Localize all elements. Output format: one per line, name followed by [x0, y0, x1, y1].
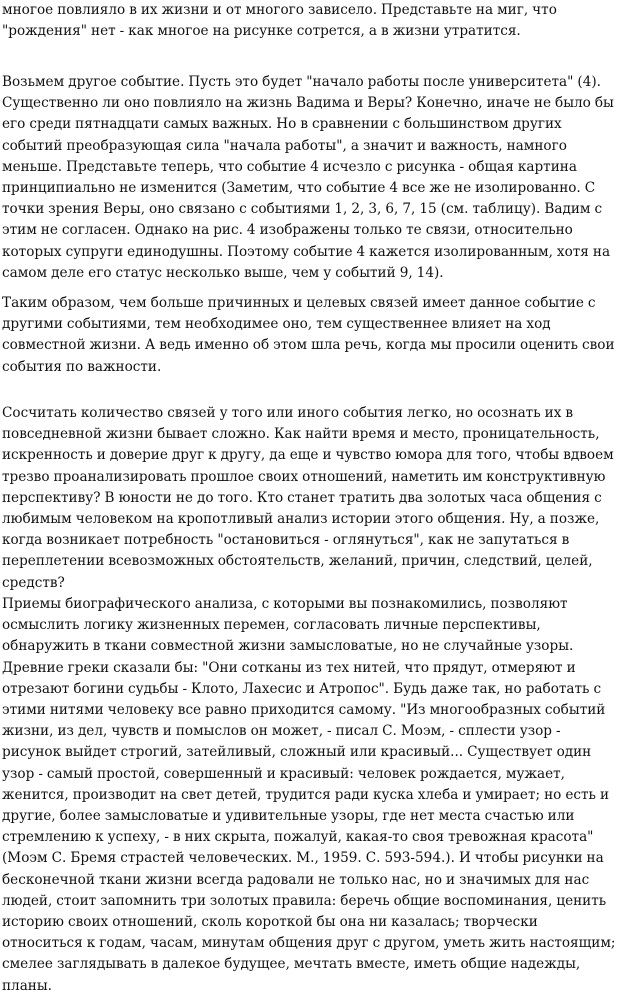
- paragraph-5: Приемы биографического анализа, с которыми вы познакомились, позволяют осмыслить логику жизненных перемен, согласовать личные перспективы, обнаружить в ткани совместной жизни замысловатые, но не случайные узоры. Древние греки сказали бы: "Они сотканы из тех нитей, что прядут, отмеряют и отрезают богини судьбы - Клото, Лахесис и Атропос". Будь даже так, но работать с этими нитями человеку все равно приходится самому. "Из многообразных событий жизни, из дел, чувств и помыслов он может, - писал С. Моэм, - сплести узор - рисунок выйдет строгий, затейливый, сложный или красивый... Существует один узор - самый простой, совершенный и красивый: человек рождается, мужает, женится, производит на свет детей, трудится ради куска хлеба и умирает; но есть и другие, более замысловатые и удивительные узоры, где нет места счастью или стремлению к успеху, - в них скрыта, пожалуй, какая-то своя тревожная красота" (Моэм С. Бремя страстей человеческих. М., 1959. С. 593-594.). И чтобы рисунки на бесконечной ткани жизни всегда радовали не только нас, но и значимых для нас людей, стоит запомнить три золотых правила: беречь общие воспоминания, ценить историю своих отношений, сколь короткой бы она ни казалась; творчески относиться к годам, часам, минутам общения друг с другом, уметь жить настоящим; смелее заглядывать в далекое будущее, мечтать вместе, иметь общие надежды, планы.: [2, 596, 616, 994]
- paragraph-3: Таким образом, чем больше причинных и целевых связей имеет данное событие с другими событиями, тем необходимее оно, тем существеннее влияет на ход совместной жизни. А ведь именно об этом шла речь, когда мы просили оценить свои события по важности.: [2, 295, 615, 375]
- paragraph-4: Сосчитать количество связей у того или иного события легко, но осознать их в повседневной жизни бывает сложно. Как найти время и место, проницательность, искренность и доверие друг к другу, да еще и чувство юмора для того, чтобы вдвоем трезво проанализировать прошлое своих отношений, наметить им конструктивную перспективу? В юности не до того. Кто станет тратить два золотых часа общения с любимым человеком на кропотливый анализ истории этого общения. Ну, а позже, когда возникает потребность "остановиться - оглянуться", как не запутаться в переплетении всевозможных обстоятельств, желаний, причин, следствий, целей, средств?: [2, 405, 614, 591]
- paragraph-2: Возьмем другое событие. Пусть это будет "начало работы после университета" (4). Существенно ли оно повлияло на жизнь Вадима и Веры? Конечно, иначе не было бы его среди пятнадцати самых важных. Но в сравнении с большинством других событий преобразующая сила "начала работы", а значит и важность, намного меньше. Представьте теперь, что событие 4 исчезло с рисунка - общая картина принципиально не изменится (Заметим, что событие 4 все же не изолированно. С точки зрения Веры, оно связано с событиями 1, 2, 3, 6, 7, 15 (см. таблицу). Вадим с этим не согласен. Однако на рис. 4 изображены только те связи, относительно которых супруги единодушны. Поэтому событие 4 кажется изолированным, хотя на самом деле его статус несколько выше, чем у событий 9, 14).: [2, 74, 614, 281]
- paragraph-1: многое повлияло в их жизни и от многого зависело. Представьте на миг, что "рождения" нет - как многое на рисунке сотрется, а в жизни утратится.: [2, 2, 557, 40]
